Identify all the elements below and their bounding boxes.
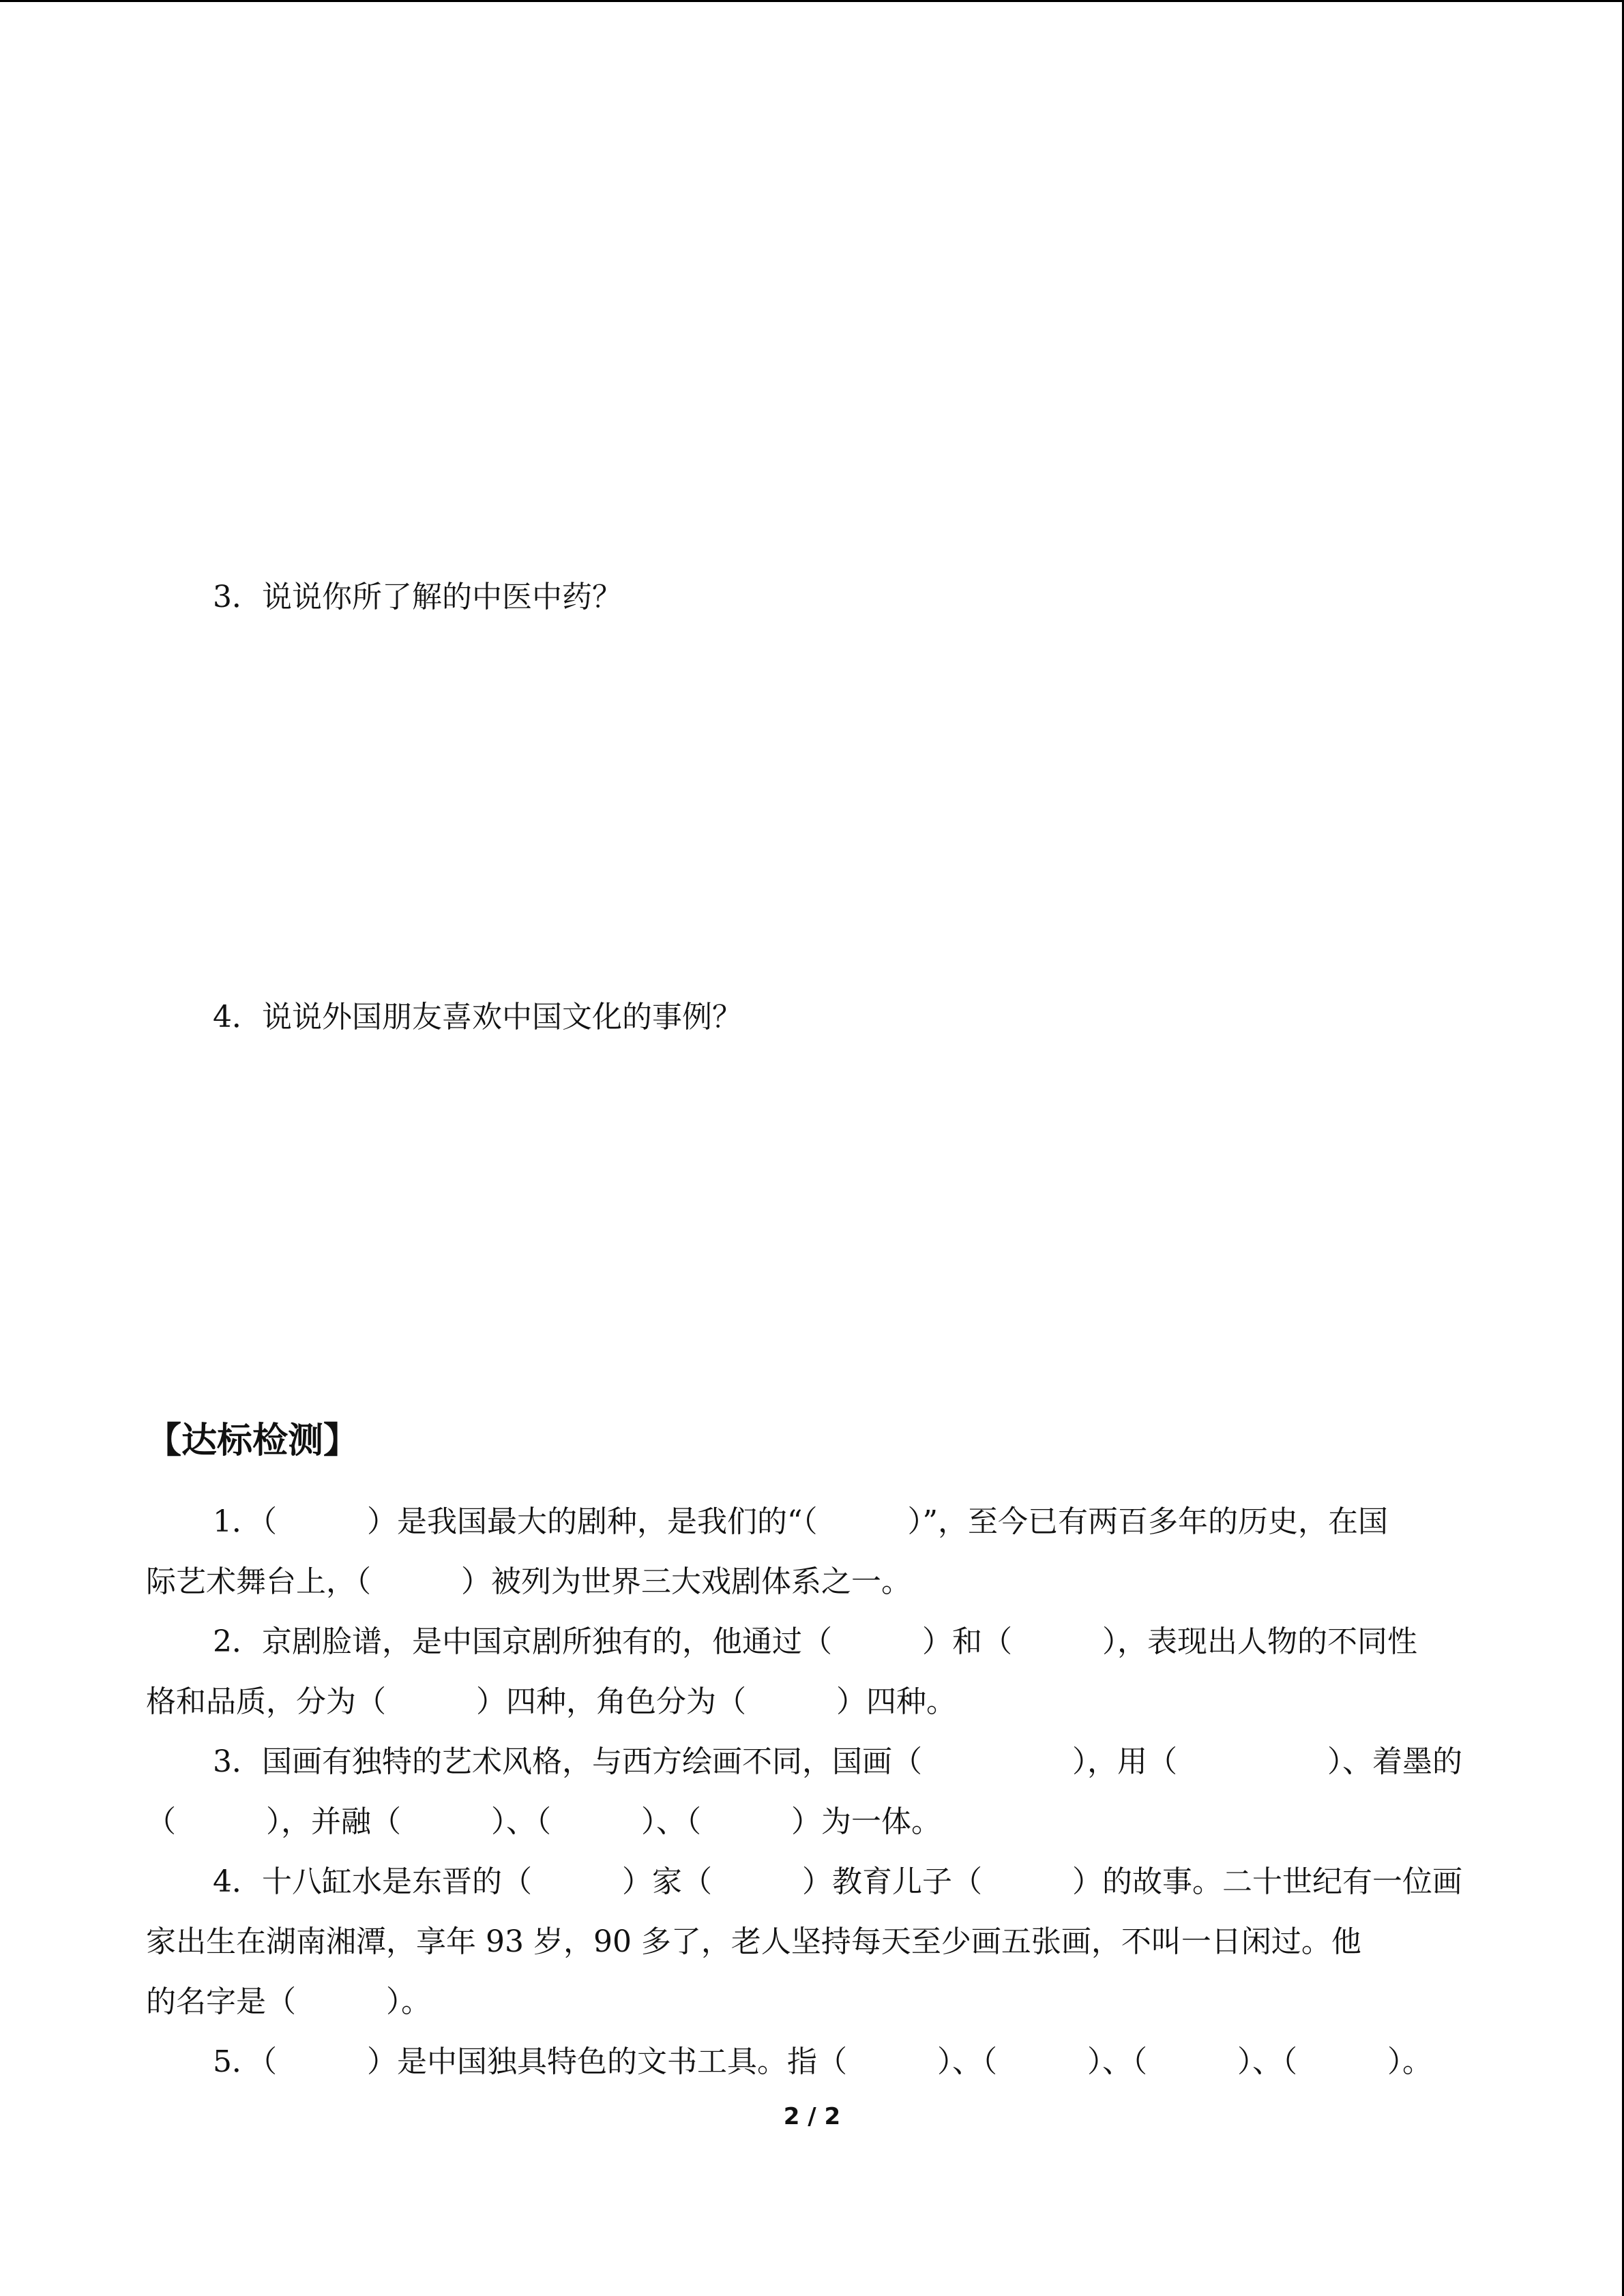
page-border-top [0, 0, 1624, 2]
test-item-3-line-1: 3．国画有独特的艺术风格，与西方绘画不同，国画（ ），用（ ）、着墨的 [213, 1744, 1462, 1779]
question-4: 4．说说外国朋友喜欢中国文化的事例？ [213, 1000, 742, 1034]
test-item-4-line-3: 的名字是（ ）。 [146, 1984, 431, 2019]
test-item-3-line-2: （ ），并融（ ）、（ ）、（ ）为一体。 [146, 1804, 941, 1839]
test-item-2-line-1: 2．京剧脸谱，是中国京剧所独有的，他通过（ ）和（ ），表现出人物的不同性 [213, 1624, 1417, 1659]
test-item-1-line-2: 际艺术舞台上，（ ）被列为世界三大戏剧体系之一。 [146, 1564, 911, 1599]
section-heading: 【达标检测】 [146, 1420, 359, 1461]
test-item-4-line-2: 家出生在湖南湘潭，享年 93 岁，90 多了，老人坚持每天至少画五张画，不叫一日闲过。他 [146, 1924, 1361, 1959]
test-item-4-line-1: 4．十八缸水是东晋的（ ）家（ ）教育儿子（ ）的故事。二十世纪有一位画 [213, 1864, 1462, 1899]
test-item-2-line-2: 格和品质，分为（ ）四种，角色分为（ ）四种。 [146, 1684, 956, 1719]
test-item-5-line-1: 5．（ ）是中国独具特色的文书工具。指（ ）、（ ）、（ ）、（ ）。 [213, 2044, 1432, 2079]
question-3: 3．说说你所了解的中医中药？ [213, 580, 622, 614]
test-item-1-line-1: 1．（ ）是我国最大的剧种，是我们的“（ ）”，至今已有两百多年的历史，在国 [213, 1504, 1388, 1539]
page-number: 2 / 2 [783, 2103, 841, 2130]
